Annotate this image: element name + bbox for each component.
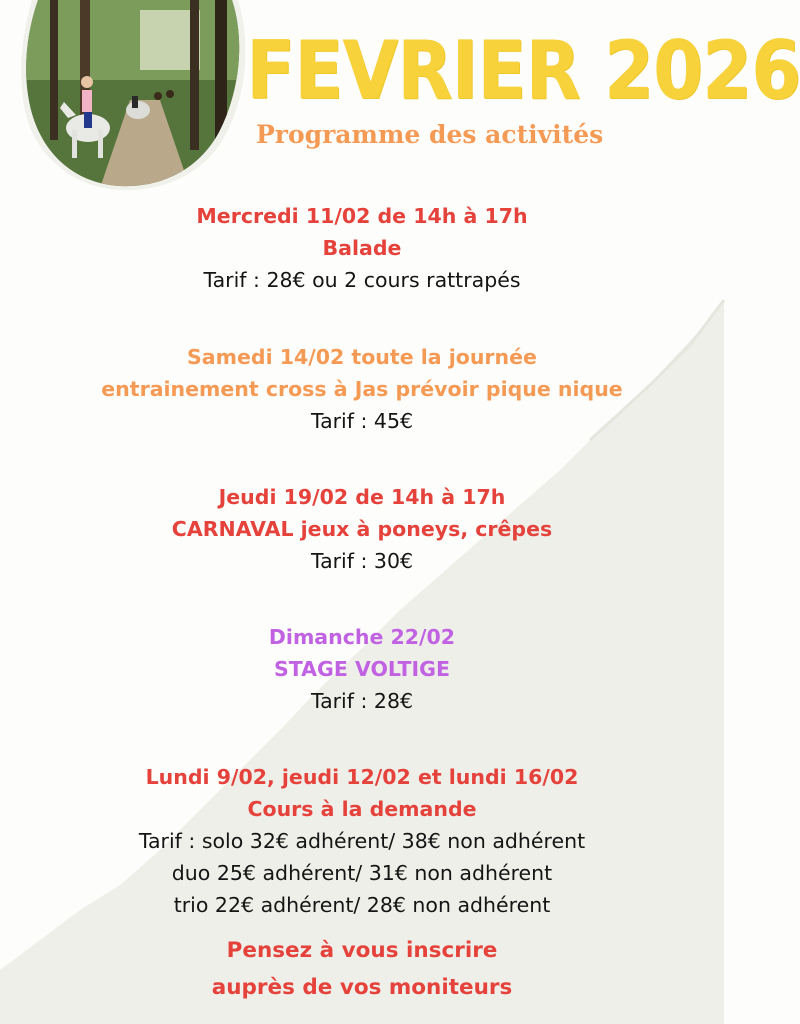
- event-price: Tarif : 28€ ou 2 cours rattrapés: [203, 268, 521, 292]
- event-cours: [0, 761, 724, 921]
- event-price: Tarif : 30€: [310, 549, 414, 573]
- event-activity: STAGE VOLTIGE: [273, 657, 451, 681]
- event-price: duo 25€ adhérent/ 31€ non adhérent: [171, 861, 553, 885]
- event-carnaval: [0, 481, 724, 577]
- page-title: FEVRIER 2026: [246, 24, 800, 117]
- activities-list: [0, 200, 724, 921]
- footer-line: auprès de vos moniteurs: [211, 975, 513, 1000]
- event-voltige: [0, 621, 724, 717]
- event-price: Tarif : solo 32€ adhérent/ 38€ non adhérent: [138, 829, 586, 853]
- event-date: Jeudi 19/02 de 14h à 17h: [218, 485, 506, 509]
- event-price: trio 22€ adhérent/ 28€ non adhérent: [173, 893, 551, 917]
- event-price: Tarif : 45€: [310, 409, 414, 433]
- event-date: Mercredi 11/02 de 14h à 17h: [196, 204, 528, 228]
- event-price: Tarif : 28€: [310, 689, 414, 713]
- event-activity: entrainement cross à Jas prévoir pique nique: [101, 377, 623, 401]
- event-date: Dimanche 22/02: [268, 625, 456, 649]
- event-date: Lundi 9/02, jeudi 12/02 et lundi 16/02: [145, 765, 579, 789]
- event-balade: [0, 200, 724, 296]
- page-subtitle: Programme des activités: [256, 120, 604, 149]
- footer-reminder: [0, 932, 724, 1006]
- horse-ride-photo: [20, 0, 250, 188]
- event-activity: Balade: [322, 236, 402, 260]
- event-cross: [0, 341, 724, 437]
- event-date: Samedi 14/02 toute la journée: [187, 345, 537, 369]
- footer-line: Pensez à vous inscrire: [226, 938, 498, 963]
- event-activity: CARNAVAL jeux à poneys, crêpes: [171, 517, 553, 541]
- event-activity: Cours à la demande: [247, 797, 477, 821]
